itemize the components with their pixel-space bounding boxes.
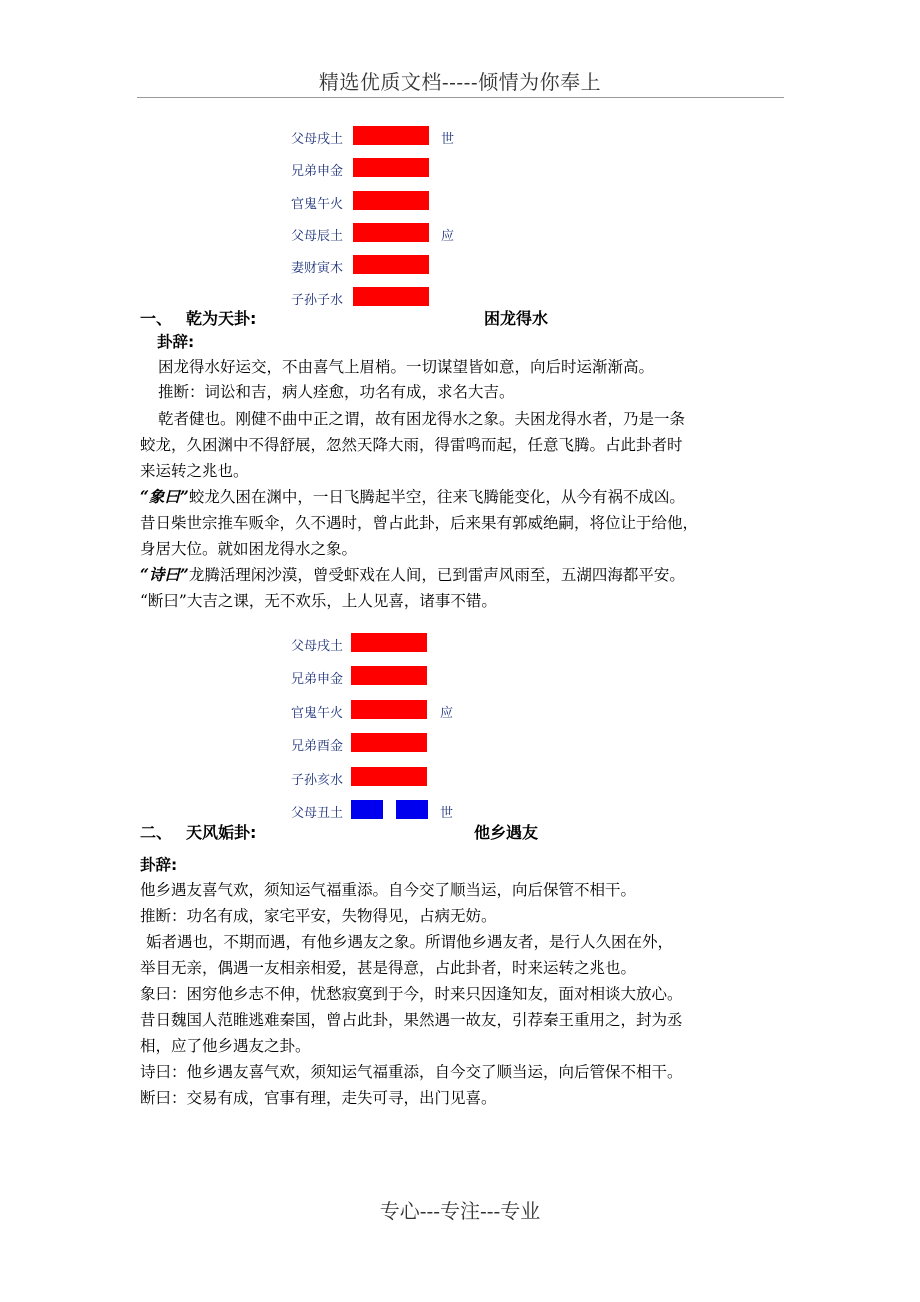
line-label: 兄弟酉金: [291, 739, 344, 754]
hexagram-2-number: 二、: [140, 823, 173, 842]
hexagram-1-xiang-3: 身居大位。就如困龙得水之象。: [140, 540, 358, 558]
hexagram-2-line-2: [291, 666, 491, 686]
ying-mark: 应: [440, 706, 454, 721]
yang-bar: [351, 633, 427, 652]
line-label: 父母丑土: [291, 806, 344, 821]
line-label: 官鬼午火: [291, 706, 344, 721]
shi-label: “诗曰”: [140, 565, 189, 584]
hexagram-2-xiang-1: 象曰：困穷他乡志不伸，忧愁寂寞到于今，时来只因逢知友，面对相谈大放心。: [140, 985, 683, 1003]
hexagram-2-xiang-3: 相，应了他乡遇友之卦。: [140, 1037, 311, 1055]
hexagram-2-name: 天风姤卦:: [186, 823, 257, 842]
hexagram-1-xiang-2: 昔日柴世宗推车贩伞，久不遇时，曾占此卦，后来果有郭威绝嗣，将位让于给他，: [140, 514, 699, 532]
line-label: 父母戌土: [291, 639, 344, 654]
hexagram-1-motto: 困龙得水: [484, 309, 549, 328]
hexagram-1-duan: “断曰”大吉之课，无不欢乐，上人见喜，诸事不错。: [140, 592, 497, 610]
hexagram-1-shi: [140, 562, 685, 588]
hexagram-2-line-5: [291, 767, 491, 787]
hexagram-1-ci-text: 困龙得水好运交，不由喜气上眉梢。一切谋望皆如意，向后时运渐渐高。: [158, 358, 655, 376]
yang-bar: [351, 733, 427, 752]
yang-bar: [353, 223, 429, 242]
hexagram-2-inference: 推断：功名有成，家宅平安，失物得见，占病无妨。: [140, 907, 497, 925]
hexagram-1-xiang-1: [140, 484, 685, 510]
hexagram-2-diagram: [291, 633, 491, 823]
hexagram-1-inference: 推断：词讼和吉，病人痊愈，功名有成，求名大吉。: [158, 383, 515, 401]
line-label: 妻财寅木: [291, 261, 344, 276]
hexagram-1-diagram: [291, 126, 491, 316]
page-footer: 专心---专注---专业: [379, 1199, 541, 1223]
shi-mark: 世: [441, 132, 455, 147]
hexagram-2-ci-text: 他乡遇友喜气欢，须知运气福重添。自今交了顺当运，向后保管不相干。: [140, 881, 637, 899]
hexagram-2-explanation-1: 姤者遇也，不期而遇，有他乡遇友之象。所谓他乡遇友者，是行人久困在外，: [146, 933, 674, 951]
hexagram-2-motto: 他乡遇友: [474, 823, 539, 842]
line-label: 官鬼午火: [291, 197, 344, 212]
line-label: 父母辰土: [291, 229, 344, 244]
hexagram-2-xiang-2: 昔日魏国人范睢逃难秦国，曾占此卦，果然遇一故友，引荐秦王重用之，封为丞: [140, 1011, 683, 1029]
yang-bar: [351, 700, 427, 719]
yang-bar: [353, 287, 429, 306]
yang-bar: [353, 255, 429, 274]
hexagram-1-explanation-1: 乾者健也。刚健不曲中正之谓，故有困龙得水之象。夫困龙得水者，乃是一条: [158, 410, 686, 428]
line-label: 父母戌土: [291, 132, 344, 147]
hexagram-1-explanation-3: 来运转之兆也。: [140, 462, 249, 480]
line-label: 兄弟申金: [291, 164, 344, 179]
hexagram-2-ci-label: 卦辞:: [140, 856, 178, 874]
ying-mark: 应: [441, 229, 455, 244]
shi-mark: 世: [440, 806, 454, 821]
hexagram-1-line-3: [291, 191, 491, 211]
hexagram-1-line-4: [291, 223, 491, 243]
shi-text: 龙腾活理闲沙漠，曾受虾戏在人间，已到雷声风雨至，五湖四海都平安。: [188, 566, 685, 584]
yang-bar: [353, 191, 429, 210]
hexagram-1-name: 乾为天卦:: [186, 309, 257, 328]
hexagram-1-line-1: [291, 126, 491, 146]
yin-bar-right: [396, 800, 428, 819]
yang-bar: [353, 126, 429, 145]
hexagram-2-line-4: [291, 733, 491, 753]
yang-bar: [351, 767, 427, 786]
hexagram-1-line-2: [291, 158, 491, 178]
hexagram-2-line-3: [291, 700, 491, 720]
hexagram-2-line-6: [291, 800, 491, 820]
hexagram-1-number: 一、: [140, 309, 173, 328]
hexagram-2-shi: 诗曰：他乡遇友喜气欢，须知运气福重添，自今交了顺当运，向后管保不相干。: [140, 1063, 683, 1081]
line-label: 子孙子水: [291, 293, 344, 308]
page-header: 精选优质文档-----倾情为你奉上: [318, 70, 602, 94]
hexagram-1-explanation-2: 蛟龙，久困渊中不得舒展，忽然天降大雨，得雷鸣而起，任意飞腾。占此卦者时: [140, 436, 683, 454]
hexagram-1-line-5: [291, 255, 491, 275]
hexagram-1-line-6: [291, 287, 491, 307]
yang-bar: [353, 158, 429, 177]
line-label: 兄弟申金: [291, 672, 344, 687]
header-rule: [137, 97, 784, 98]
hexagram-2-line-1: [291, 633, 491, 653]
hexagram-2-duan: 断曰：交易有成，官事有理，走失可寻，出门见喜。: [140, 1089, 497, 1107]
xiang-label: “象曰”: [140, 487, 189, 506]
hexagram-2-explanation-2: 举目无亲，偶遇一友相亲相爱，甚是得意，占此卦者，时来运转之兆也。: [140, 959, 637, 977]
yin-bar-left: [351, 800, 383, 819]
xiang-text: 蛟龙久困在渊中，一日飞腾起半空，往来飞腾能变化，从今有祸不成凶。: [188, 488, 685, 506]
yang-bar: [351, 666, 427, 685]
line-label: 子孙亥水: [291, 773, 344, 788]
hexagram-1-ci-label: 卦辞:: [157, 333, 195, 351]
